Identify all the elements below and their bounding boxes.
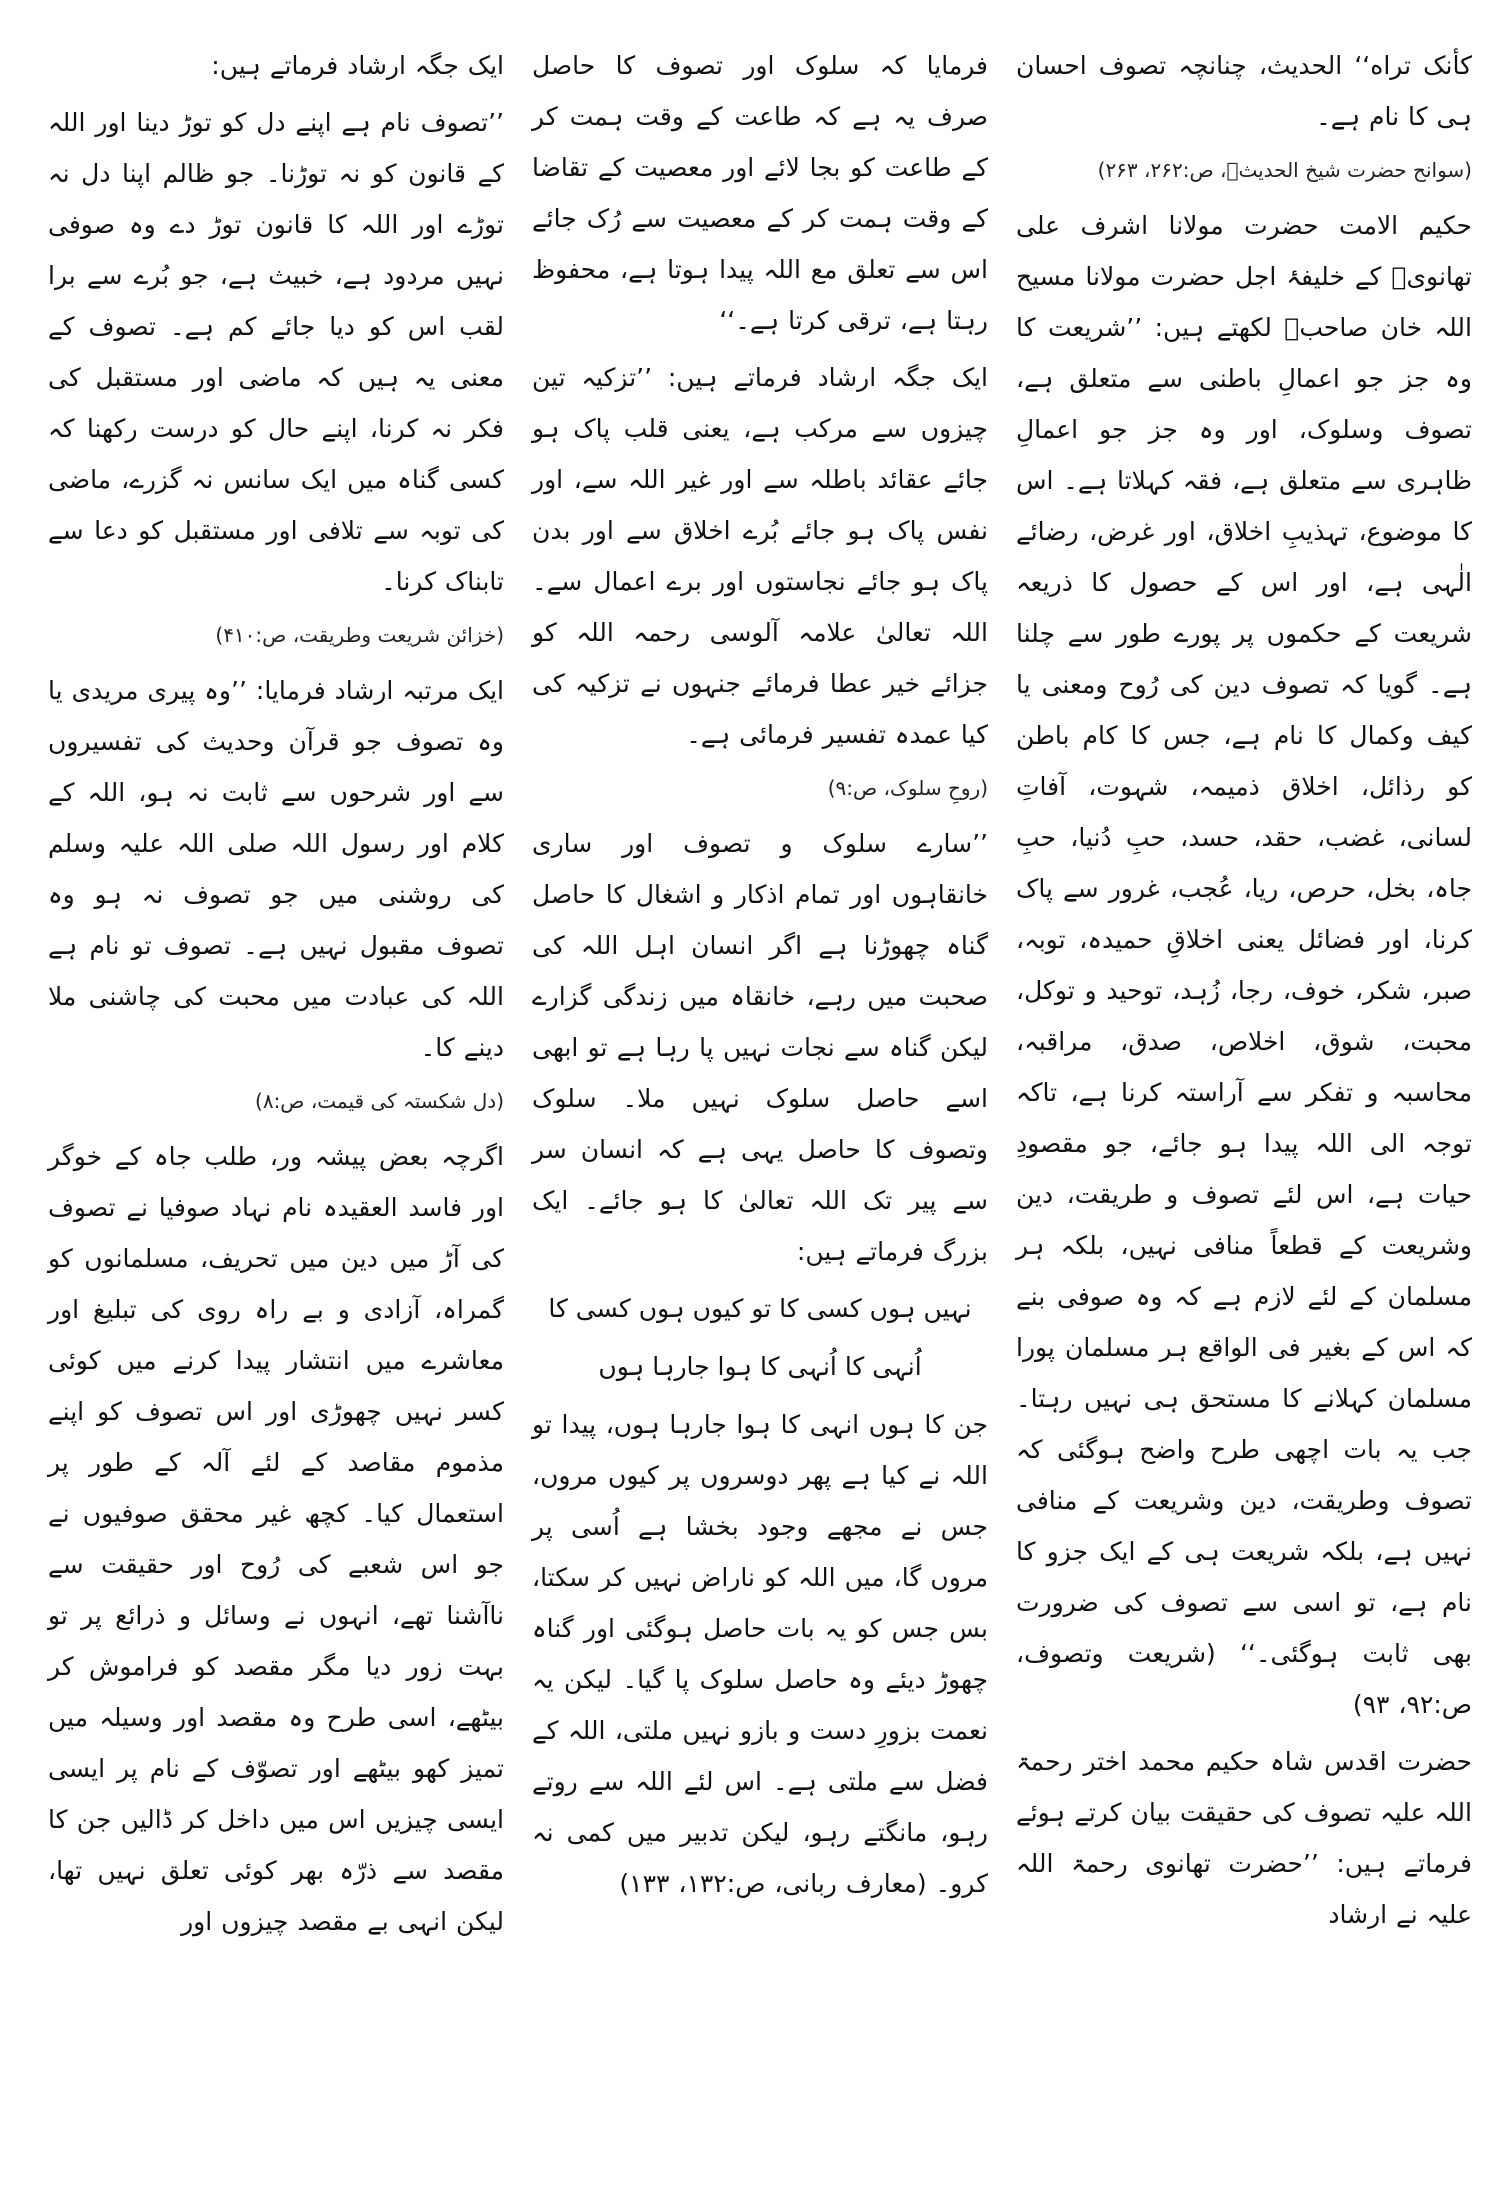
paragraph: کأنک تراه‘‘ الحدیث، چنانچہ تصوف احسان ہی کا نام ہے۔ (1016, 51, 1472, 131)
paragraph: ’’سارے سلوک و تصوف اور ساری خانقاہوں اور تمام اذکار و اشغال کا حاصل گناہ چھوڑنا ہے اگر انسان اہل اللہ کی صحبت میں رہے، خانقاہ میں زندگی گزارے لیکن گناہ سے نجات نہیں پا رہا ہے تو ابھی اسے حاصل سلوک نہیں ملا۔ سلوک وتصوف کا حاصل یہی ہے کہ انسان سر سے پیر تک اللہ تعالیٰ کا ہو جائے۔ ایک بزرگ فرماتے ہیں: (532, 829, 988, 1266)
paragraph: ’’تصوف نام ہے اپنے دل کو توڑ دینا اور اللہ کے قانون کو نہ توڑنا۔ جو ظالم اپنا دل نہ توڑے اور اللہ کا قانون توڑ دے وہ صوفی نہیں مردود ہے، خبیث ہے، جو بُرے سے برا لقب اس کو دیا جائے کم ہے۔ تصوف کے معنی یہ ہیں کہ ماضی اور مستقبل کی فکر نہ کرنا، اپنے حال کو درست رکھنا کہ کسی گناہ میں ایک سانس نہ گزرے، ماضی کی توبہ سے تلافی اور مستقبل کو دعا سے تابناک کرنا۔ (48, 108, 504, 596)
paragraph: ایک مرتبہ ارشاد فرمایا: ’’وہ پیری مریدی یا وہ تصوف جو قرآن وحدیث کی تفسیروں سے اور شرحوں سے ثابت نہ ہو، اللہ کے کلام اور رسول اللہ صلی اللہ علیہ وسلم کی روشنی میں جو تصوف نہ ہو وہ تصوف مقبول نہیں ہے۔ تصوف تو نام ہے اللہ کی عبادت میں محبت کی چاشنی ملا دینے کا۔ (48, 676, 504, 1062)
citation: (سوانح حضرت شیخ الحدیثؒ، ص:۲۶۲، ۲۶۳) (1097, 158, 1472, 182)
poem-verse: نہیں ہوں کسی کا تو کیوں ہوں کسی کا (548, 1294, 972, 1323)
paragraph: حضرت اقدس شاہ حکیم محمد اختر رحمۃ اللہ علیہ تصوف کی حقیقت بیان کرتے ہوئے فرماتے ہیں: ’’حضرت تھانوی رحمۃ اللہ علیہ نے ارشاد (1016, 1747, 1472, 1929)
paragraph: فرمایا کہ سلوک اور تصوف کا حاصل صرف یہ ہے کہ طاعت کے وقت ہمت کر کے طاعت کو بجا لائے اور معصیت کے تقاضا کے وقت ہمت کر کے معصیت سے رُک جائے اس سے تعلق مع اللہ پیدا ہوتا ہے، محفوظ رہتا ہے، ترقی کرتا ہے۔‘‘ (532, 51, 988, 335)
column-left (38, 40, 514, 2170)
paragraph: ایک جگہ ارشاد فرماتے ہیں: ’’تزکیہ تین چیزوں سے مرکب ہے، یعنی قلب پاک ہو جائے عقائد باطلہ سے اور غیر اللہ سے، اور نفس پاک ہو جائے بُرے اخلاق سے اور بدن پاک ہو جائے نجاستوں اور برے اعمال سے۔ اللہ تعالیٰ علامہ آلوسی رحمہ اللہ کو جزائے خیر عطا فرمائے جنہوں نے تزکیہ کی کیا عمدہ تفسیر فرمائی ہے۔ (532, 363, 988, 749)
poem-verse: اُنہی کا اُنہی کا ہوا جارہا ہوں (598, 1352, 922, 1381)
citation: (دل شکستہ کی قیمت، ص:۸) (255, 1089, 504, 1113)
paragraph: حکیم الامت حضرت مولانا اشرف علی تھانویؒ کے خلیفۂ اجل حضرت مولانا مسیح اللہ خان صاحبؒ لکھتے ہیں: ’’شریعت کا وہ جز جو اعمالِ باطنی سے متعلق ہے، تصوف وسلوک، اور وہ جز جو اعمالِ ظاہری سے متعلق ہے، فقہ کہلاتا ہے۔ اس کا موضوع، تہذیبِ اخلاق، اور غرض، رضائے الٰہی ہے، اور اس کے حصول کا ذریعہ شریعت کے حکموں پر پورے طور سے چلنا ہے۔ گویا کہ تصوف دین کی رُوح ومعنی یا کیف وکمال کا نام ہے، جس کا کام باطن کو رذائل، اخلاق ذمیمہ، شہوت، آفاتِ لسانی، غضب، حقد، حسد، حبِ دُنیا، حبِ جاہ، بخل، حرص، ریا، عُجب، غرور سے پاک کرنا، اور فضائل یعنی اخلاقِ حمیدہ، توبہ، صبر، شکر، خوف، رجا، زُہد، توحید و توکل، محبت، شوق، اخلاص، صدق، مراقبہ، محاسبہ و تفکر سے آراستہ کرنا ہے، تاکہ توجہ الی اللہ پیدا ہو جائے، جو مقصودِ حیات ہے، اس لئے تصوف و طریقت، دین وشریعت کے قطعاً منافی نہیں، بلکہ ہر مسلمان کے لئے لازم ہے کہ وہ صوفی بنے کہ اس کے بغیر فی الواقع ہر مسلمان پورا مسلمان کہلانے کا مستحق ہی نہیں رہتا۔ جب یہ بات اچھی طرح واضح ہوگئی کہ تصوف وطریقت، دین وشریعت کے منافی نہیں ہے، بلکہ شریعت ہی کے ایک جزو کا نام ہے، تو اسی سے تصوف کی ضرورت بھی ثابت ہوگئی۔‘‘ (شریعت وتصوف، ص:۹۲، ۹۳) (1016, 211, 1472, 1719)
citation: (روحِ سلوک، ص:۹) (827, 776, 988, 800)
citation: (خزائن شریعت وطریقت، ص:۴۱۰) (215, 623, 504, 647)
paragraph: اگرچہ بعض پیشہ ور، طلب جاہ کے خوگر اور فاسد العقیدہ نام نہاد صوفیا نے تصوف کی آڑ میں دین میں تحریف، مسلمانوں کو گمراہ، آزادی و بے راہ روی کی تبلیغ اور معاشرے میں انتشار پیدا کرنے میں کوئی کسر نہیں چھوڑی اور اس تصوف کو اپنے مذموم مقاصد کے لئے آلہ کے طور پر استعمال کیا۔ کچھ غیر محقق صوفیوں نے جو اس شعبے کی رُوح اور حقیقت سے ناآشنا تھے، انہوں نے وسائل و ذرائع پر تو بہت زور دیا مگر مقصد کو فراموش کر بیٹھے، اسی طرح وہ مقصد اور وسیلہ میں تمیز کھو بیٹھے اور تصوّف کے نام پر ایسی ایسی چیزیں اس میں داخل کر ڈالیں جن کا مقصد سے ذرّہ بھر کوئی تعلق نہیں تھا، لیکن انہی بے مقصد چیزوں اور (48, 1142, 504, 1936)
column-right (1006, 40, 1482, 2170)
column-middle (522, 40, 998, 2170)
paragraph: جن کا ہوں انہی کا ہوا جارہا ہوں، پیدا تو اللہ نے کیا ہے پھر دوسروں پر کیوں مروں، جس نے مجھے وجود بخشا ہے اُسی پر مروں گا، میں اللہ کو ناراض نہیں کر سکتا، بس جس کو یہ بات حاصل ہوگئی اور گناہ چھوڑ دیئے وہ حاصل سلوک پا گیا۔ لیکن یہ نعمت بزورِ دست و بازو نہیں ملتی، اللہ کے فضل سے ملتی ہے۔ اس لئے اللہ سے روتے رہو، مانگتے رہو، لیکن تدبیر میں کمی نہ کرو۔ (معارف ربانی، ص:۱۳۲، ۱۳۳) (532, 1410, 988, 1898)
paragraph: ایک جگہ ارشاد فرماتے ہیں: (211, 51, 504, 80)
